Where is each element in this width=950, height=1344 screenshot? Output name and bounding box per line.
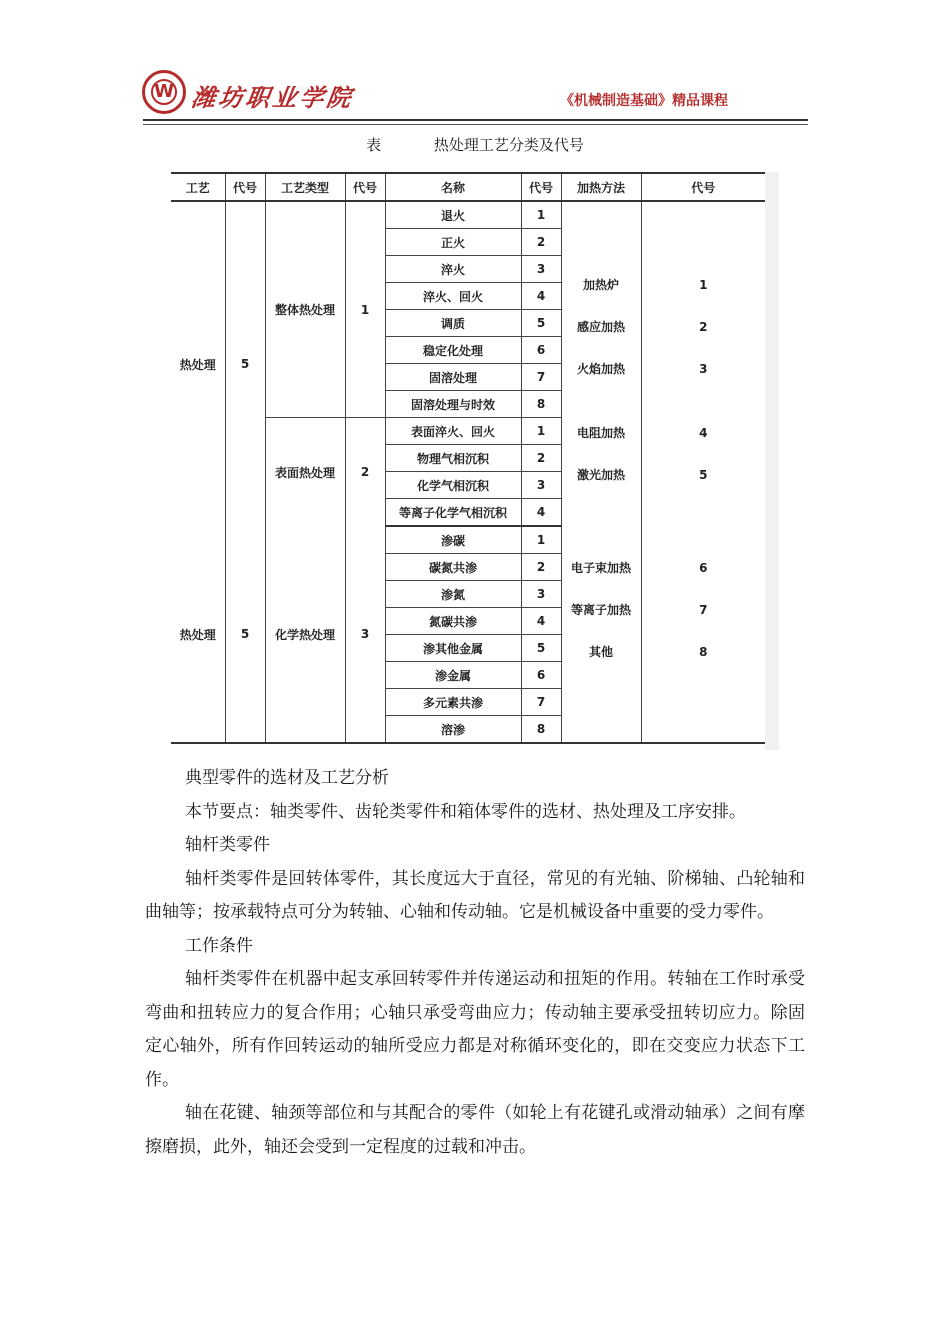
item-name-cell: 稳定化处理 xyxy=(385,337,521,364)
table-caption xyxy=(0,134,950,155)
heat-treatment-table xyxy=(171,172,765,744)
heating-method: 加热炉 xyxy=(582,278,619,292)
item-name-cell: 氮碳共渗 xyxy=(385,608,521,635)
item-name-cell: 等离子化学气相沉积 xyxy=(385,499,521,527)
item-name-cell: 碳氮共渗 xyxy=(385,554,521,581)
heating-code: 8 xyxy=(699,645,708,659)
item-name-cell: 正火 xyxy=(385,229,521,256)
item-code-cell: 2 xyxy=(521,229,561,256)
item-code-cell: 6 xyxy=(521,337,561,364)
heating-code: 7 xyxy=(699,603,708,617)
process-type-code-cell: 3 xyxy=(345,526,385,743)
process-code-cell: 5 xyxy=(225,201,265,526)
item-code-cell: 3 xyxy=(521,472,561,499)
header-cell: 名称 xyxy=(385,173,521,201)
item-name-cell: 化学气相沉积 xyxy=(385,472,521,499)
table-row xyxy=(171,201,765,229)
heating-method-list xyxy=(562,526,641,673)
course-title: 《机械制造基础》精品课程 xyxy=(560,93,728,109)
item-code-cell: 2 xyxy=(521,554,561,581)
header-rule-thick xyxy=(143,119,808,121)
item-code-cell: 1 xyxy=(521,418,561,445)
item-name-cell: 淬火 xyxy=(385,256,521,283)
item-name-cell: 固溶处理与时效 xyxy=(385,391,521,418)
paragraph: 轴杆类零件在机器中起支承回转零件并传递运动和扭矩的作用。转轴在工作时承受弯曲和扭转应力的复合作用；心轴只承受弯曲应力；传动轴主要承受扭转切应力。除固定心轴外，所有作回转运动的轴所受应力都是对称循环变化的，即在交变应力状态下工作。 xyxy=(145,969,805,1090)
caption-prefix: 表 xyxy=(366,136,382,154)
subsection-heading: 工作条件 xyxy=(185,935,253,956)
item-name-cell: 淬火、回火 xyxy=(385,283,521,310)
heating-code-cell xyxy=(641,526,765,743)
item-code-cell: 3 xyxy=(521,581,561,608)
heating-code-list xyxy=(642,526,766,673)
paragraph: 轴在花键、轴颈等部位和与其配合的零件（如轮上有花键孔或滑动轴承）之间有摩擦磨损，此外，轴还会受到一定程度的过载和冲击。 xyxy=(145,1103,805,1157)
process-name-cell: 热处理 xyxy=(179,357,216,372)
header-rule-thin xyxy=(143,124,808,125)
item-name-cell: 渗金属 xyxy=(385,662,521,689)
item-code-cell: 5 xyxy=(521,310,561,337)
table-row xyxy=(171,526,765,554)
heating-code: 2 xyxy=(699,320,708,334)
heating-code: 3 xyxy=(699,362,708,376)
school-emblem-icon xyxy=(142,70,186,114)
heating-code: 4 xyxy=(699,426,708,440)
item-code-cell: 8 xyxy=(521,391,561,418)
header-cell: 代号 xyxy=(225,173,265,201)
item-name-cell: 溶渗 xyxy=(385,716,521,744)
item-code-cell: 1 xyxy=(521,201,561,229)
heating-method: 感应加热 xyxy=(576,320,625,334)
page-header xyxy=(0,0,950,130)
header-cell: 加热方法 xyxy=(561,173,641,201)
section-heading: 典型零件的选材及工艺分析 xyxy=(185,768,389,788)
header-cell: 工艺 xyxy=(171,173,225,201)
header-cell: 代号 xyxy=(521,173,561,201)
caption-title: 热处理工艺分类及代号 xyxy=(433,136,584,154)
table-header-row xyxy=(171,173,765,201)
classification-table xyxy=(171,172,765,744)
school-name: 潍坊职业学院 xyxy=(189,83,356,112)
heating-method: 等离子加热 xyxy=(570,603,631,617)
item-code-cell: 7 xyxy=(521,364,561,391)
heating-code: 6 xyxy=(699,561,708,575)
paragraph: 轴杆类零件是回转体零件，其长度远大于直径，常见的有光轴、阶梯轴、凸轮轴和曲轴等；按承载特点可分为转轴、心轴和传动轴。它是机械设备中重要的受力零件。 xyxy=(145,868,805,922)
heating-method-cell xyxy=(561,201,641,526)
heating-method-cell xyxy=(561,526,641,743)
item-code-cell: 4 xyxy=(521,608,561,635)
process-type-cell: 整体热处理 xyxy=(265,201,345,418)
item-name-cell: 退火 xyxy=(385,201,521,229)
header-cell: 代号 xyxy=(641,173,765,201)
item-code-cell: 3 xyxy=(521,256,561,283)
process-type-cell: 化学热处理 xyxy=(265,526,345,743)
heating-code-list xyxy=(642,202,766,496)
heating-method: 电阻加热 xyxy=(576,426,625,440)
item-name-cell: 多元素共渗 xyxy=(385,689,521,716)
item-code-cell: 8 xyxy=(521,716,561,744)
item-code-cell: 7 xyxy=(521,689,561,716)
heating-method: 激光加热 xyxy=(576,468,625,482)
item-code-cell: 6 xyxy=(521,662,561,689)
key-points: 本节要点：轴类零件、齿轮类零件和箱体零件的选材、热处理及工序安排。 xyxy=(185,801,746,822)
header-cell: 代号 xyxy=(345,173,385,201)
item-name-cell: 调质 xyxy=(385,310,521,337)
heating-code-cell xyxy=(641,201,765,526)
heating-code: 5 xyxy=(699,468,708,482)
process-type-code-cell: 2 xyxy=(345,418,385,527)
table-shadow xyxy=(765,172,779,750)
item-name-cell: 物理气相沉积 xyxy=(385,445,521,472)
subsection-heading: 轴杆类零件 xyxy=(185,835,270,855)
heating-method: 火焰加热 xyxy=(576,362,625,376)
item-code-cell: 4 xyxy=(521,499,561,527)
heating-method: 电子束加热 xyxy=(570,561,631,575)
item-code-cell: 2 xyxy=(521,445,561,472)
item-name-cell: 渗碳 xyxy=(385,526,521,554)
process-type-cell: 表面热处理 xyxy=(265,418,345,527)
header-cell: 工艺类型 xyxy=(265,173,345,201)
item-name-cell: 固溶处理 xyxy=(385,364,521,391)
process-code-cell: 5 xyxy=(225,526,265,743)
heating-method-list xyxy=(562,202,641,496)
process-name-cell: 热处理 xyxy=(171,526,225,743)
heating-code: 1 xyxy=(699,278,708,292)
item-code-cell: 5 xyxy=(521,635,561,662)
item-name-cell: 表面淬火、回火 xyxy=(385,418,521,445)
item-code-cell: 4 xyxy=(521,283,561,310)
process-type-code-cell: 1 xyxy=(345,201,385,418)
item-name-cell: 渗氮 xyxy=(385,581,521,608)
item-name-cell: 渗其他金属 xyxy=(385,635,521,662)
body-text xyxy=(145,762,805,1164)
item-code-cell: 1 xyxy=(521,526,561,554)
heating-method: 其他 xyxy=(588,645,613,659)
